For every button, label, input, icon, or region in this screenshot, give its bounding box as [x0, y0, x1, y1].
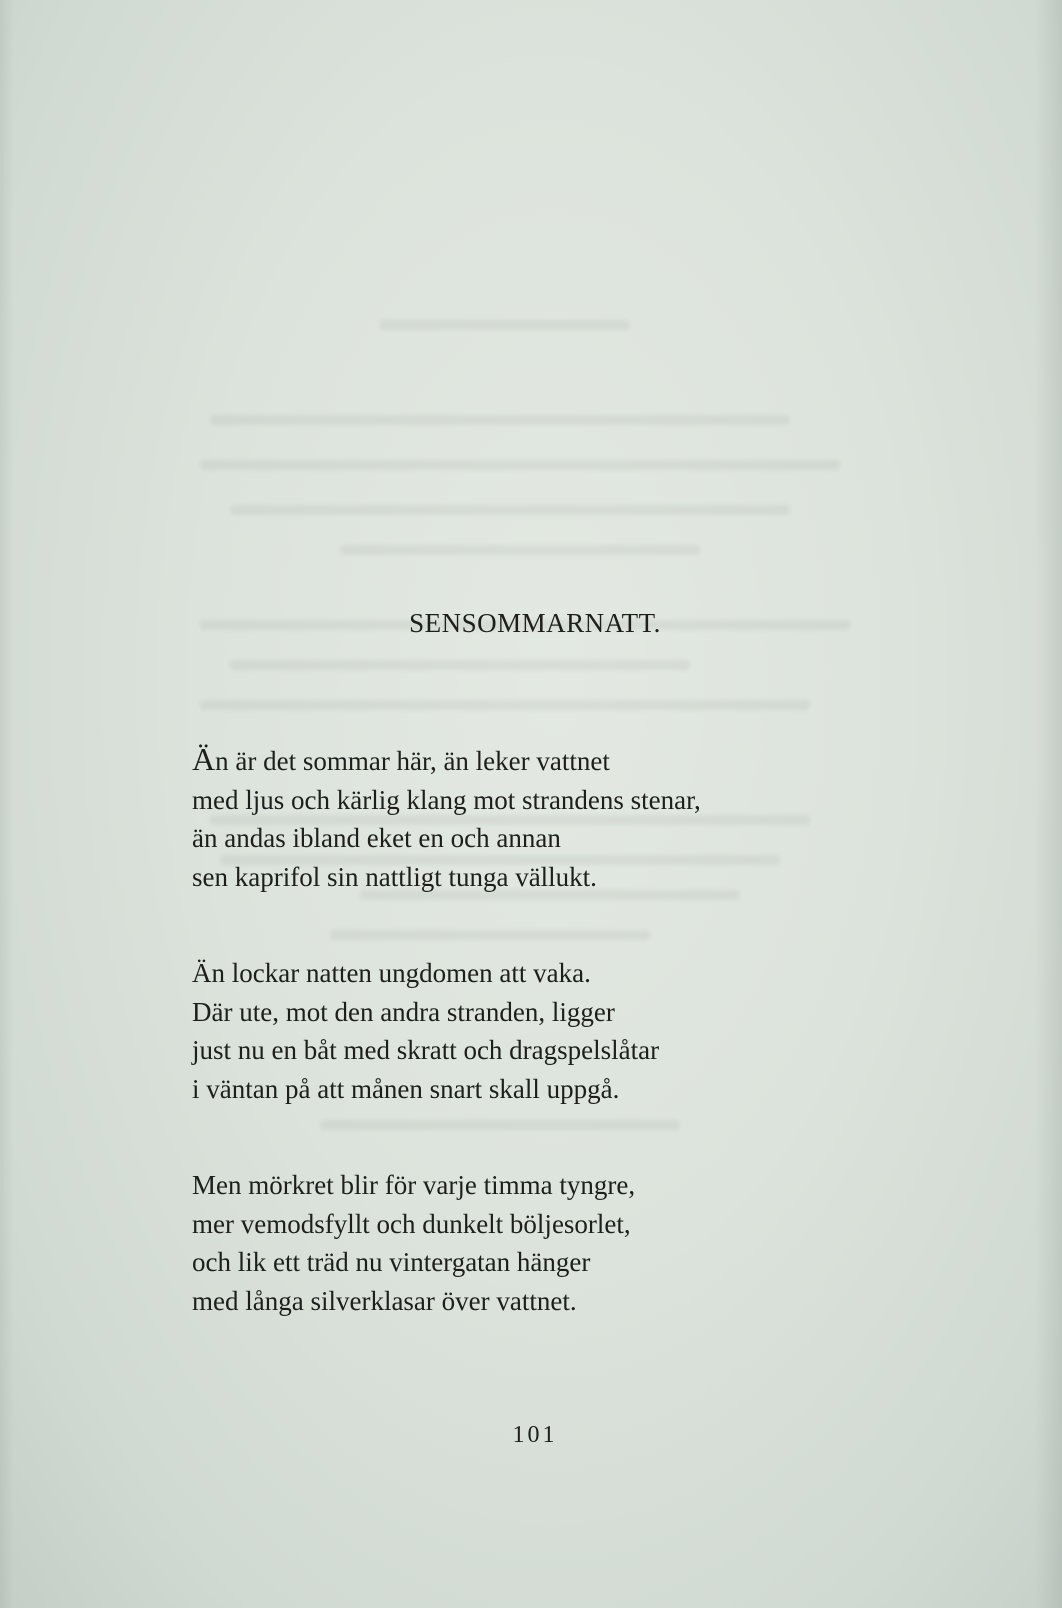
poem-body [192, 740, 892, 1378]
poem-line: Där ute, mot den andra stranden, ligger [192, 996, 615, 1027]
drop-cap: Ä [192, 741, 216, 777]
poem-line: med långa silverklasar över vattnet. [192, 1285, 577, 1316]
page-number: 101 [512, 1422, 558, 1448]
stanza-3 [192, 1166, 892, 1320]
poem-title: SENSOMMARNATT. [409, 608, 661, 638]
poem-line: än andas ibland eket en och annan [192, 823, 561, 853]
poem-line: med ljus och kärlig klang mot strandens stenar, [192, 784, 701, 815]
poem-line: i väntan på att månen snart skall uppgå. [192, 1073, 620, 1104]
poem-line: just nu en båt med skratt och dragspelslåtar [192, 1035, 660, 1065]
poem-line [192, 740, 892, 781]
first-line-text: n är det sommar här, än leker vattnet [215, 746, 610, 776]
poem-line: Än lockar natten ungdomen att vaka. [192, 958, 591, 988]
binding-shadow [0, 0, 14, 1608]
poem-line: och lik ett träd nu vintergatan hänger [192, 1247, 591, 1277]
stanza-2 [192, 954, 892, 1108]
poem-line: mer vemodsfyllt och dunkelt böljesorlet, [192, 1208, 631, 1239]
poem-line: Men mörkret blir för varje timma tyngre, [192, 1170, 636, 1200]
stanza-1 [192, 740, 892, 896]
page-edge-shadow [1034, 0, 1062, 1608]
poem-line: sen kaprifol sin nattligt tunga vällukt. [192, 861, 597, 892]
